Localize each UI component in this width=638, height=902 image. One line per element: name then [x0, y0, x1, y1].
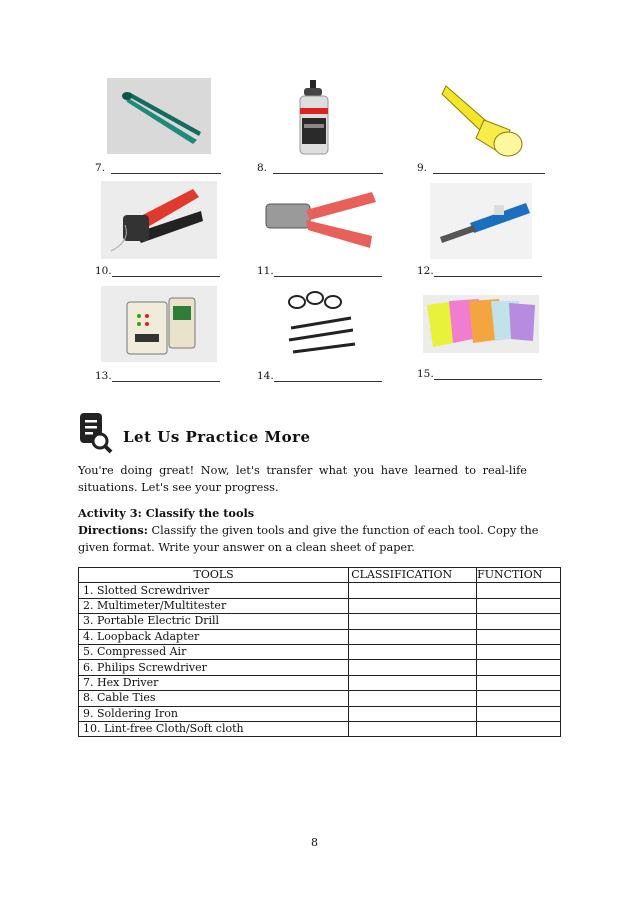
- cable-tester-image: [101, 286, 217, 362]
- item-number: 8.: [257, 162, 268, 174]
- tool-name: 6. Philips Screwdriver: [79, 660, 349, 675]
- punch-down-tool-image: [430, 183, 532, 259]
- flashlight-icon: [440, 76, 526, 158]
- cable-tester-icon: [101, 286, 217, 362]
- tool-name: 9. Soldering Iron: [79, 706, 349, 721]
- tool-name: 7. Hex Driver: [79, 675, 349, 690]
- tool-name: 8. Cable Ties: [79, 691, 349, 706]
- tweezers-image: [107, 78, 211, 154]
- wire-stripper-image: [101, 181, 217, 259]
- lint-free-cloths-image: [423, 295, 539, 353]
- classification-cell: [349, 598, 477, 613]
- header-function: FUNCTION: [477, 568, 561, 583]
- table-row: [79, 644, 561, 659]
- lint-free-cloths-icon: [423, 295, 539, 353]
- function-cell: [477, 583, 561, 598]
- classification-cell: [349, 706, 477, 721]
- directions-text: Classify the given tools and give the function of each tool. Copy the: [151, 524, 539, 537]
- function-cell: [477, 660, 561, 675]
- table-header-row: [79, 568, 561, 583]
- header-classification: CLASSIFICATION: [349, 568, 477, 583]
- item-number: 11.: [257, 265, 274, 277]
- function-cell: [477, 614, 561, 629]
- classification-cell: [349, 660, 477, 675]
- wire-stripper-icon: [101, 181, 217, 259]
- activity-block: [78, 505, 542, 556]
- answer-blank-9[interactable]: [417, 162, 545, 174]
- tool-name: 4. Loopback Adapter: [79, 629, 349, 644]
- function-cell: [477, 721, 561, 736]
- intro-paragraph: [78, 462, 540, 496]
- item-number: 9.: [417, 162, 428, 174]
- function-cell: [477, 706, 561, 721]
- intro-line-2: situations. Let's see your progress.: [78, 481, 279, 494]
- directions-label: Directions:: [78, 523, 148, 537]
- cable-ties-image: [281, 288, 359, 364]
- directions-line-1: [78, 522, 542, 539]
- answer-blank-7[interactable]: [95, 162, 221, 174]
- function-cell: [477, 598, 561, 613]
- answer-blank-15[interactable]: [417, 368, 542, 380]
- item-number: 14.: [257, 370, 274, 382]
- table-row: [79, 706, 561, 721]
- tool-name: 3. Portable Electric Drill: [79, 614, 349, 629]
- tool-name: 5. Compressed Air: [79, 644, 349, 659]
- tool-name: 10. Lint-free Cloth/Soft cloth: [79, 721, 349, 736]
- crimping-tool-icon: [262, 186, 378, 252]
- table-row: [79, 721, 561, 736]
- classification-cell: [349, 721, 477, 736]
- classification-cell: [349, 629, 477, 644]
- answer-blank-14[interactable]: [257, 370, 382, 382]
- classification-cell: [349, 583, 477, 598]
- tools-table: [78, 567, 561, 737]
- table-row: [79, 583, 561, 598]
- item-number: 7.: [95, 162, 106, 174]
- table-row: [79, 691, 561, 706]
- document-magnifier-icon: [78, 412, 114, 454]
- answer-blank-12[interactable]: [417, 265, 542, 277]
- page-number: 8: [311, 836, 318, 849]
- answer-blank-13[interactable]: [95, 370, 220, 382]
- table-row: [79, 614, 561, 629]
- answer-blank-11[interactable]: [257, 265, 382, 277]
- item-number: 10.: [95, 265, 112, 277]
- tool-name: 2. Multimeter/Multitester: [79, 598, 349, 613]
- intro-line-1: You're doing great! Now, let's transfer what you have learned to real-life: [78, 464, 527, 477]
- activity-title: Activity 3: Classify the tools: [78, 506, 255, 520]
- tweezers-icon: [107, 78, 211, 154]
- function-cell: [477, 644, 561, 659]
- table-row: [79, 660, 561, 675]
- section-title: Let Us Practice More: [123, 428, 311, 446]
- classification-cell: [349, 691, 477, 706]
- cable-ties-icon: [281, 288, 359, 364]
- item-number: 15.: [417, 368, 434, 380]
- table-row: [79, 629, 561, 644]
- directions-line-2: given format. Write your answer on a clean sheet of paper.: [78, 541, 415, 554]
- table-row: [79, 675, 561, 690]
- classification-cell: [349, 675, 477, 690]
- compressed-air-image: [290, 78, 340, 156]
- item-number: 13.: [95, 370, 112, 382]
- table-row: [79, 598, 561, 613]
- answer-blank-10[interactable]: [95, 265, 220, 277]
- flashlight-image: [440, 76, 526, 158]
- classification-cell: [349, 614, 477, 629]
- tool-name: 1. Slotted Screwdriver: [79, 583, 349, 598]
- punch-down-tool-icon: [430, 183, 532, 259]
- header-tools: TOOLS: [79, 568, 349, 583]
- function-cell: [477, 675, 561, 690]
- compressed-air-can-icon: [290, 78, 340, 156]
- answer-blank-8[interactable]: [257, 162, 383, 174]
- function-cell: [477, 629, 561, 644]
- crimping-tool-image: [262, 186, 378, 252]
- classification-cell: [349, 644, 477, 659]
- item-number: 12.: [417, 265, 434, 277]
- function-cell: [477, 691, 561, 706]
